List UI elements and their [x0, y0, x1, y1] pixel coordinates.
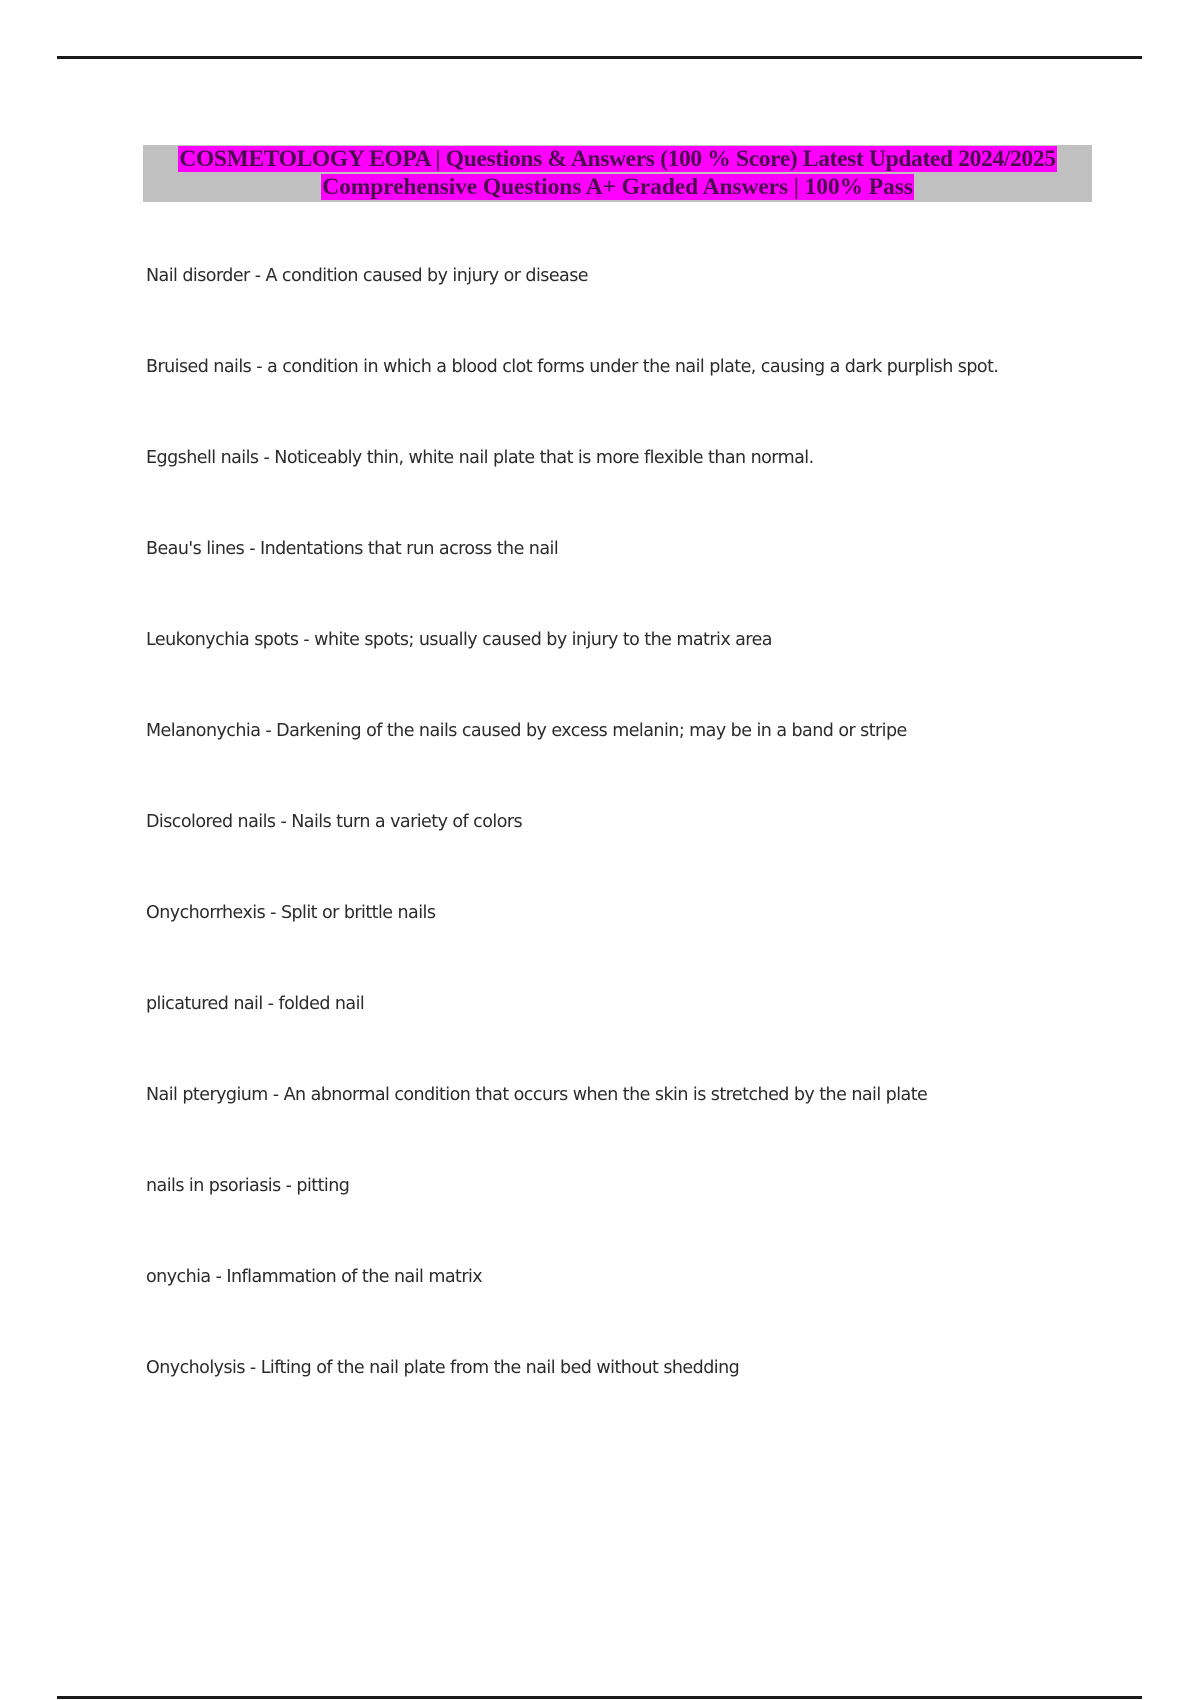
qa-entry: onychia - Inflammation of the nail matrix [146, 1267, 483, 1287]
footer-rule [57, 1696, 1142, 1699]
title-line-2 [143, 173, 1092, 201]
qa-entry: plicatured nail - folded nail [146, 994, 365, 1014]
qa-entry: Nail disorder - A condition caused by injury or disease [146, 266, 589, 286]
qa-entry: Onycholysis - Lifting of the nail plate from the nail bed without shedding [146, 1358, 740, 1378]
qa-entry: Melanonychia - Darkening of the nails caused by excess melanin; may be in a band or stripe [146, 721, 907, 741]
qa-list [146, 262, 998, 1445]
qa-entry: Bruised nails - a condition in which a blood clot forms under the nail plate, causing a dark purplish spot. [146, 357, 999, 377]
qa-entry: Eggshell nails - Noticeably thin, white nail plate that is more flexible than normal. [146, 448, 814, 468]
header-rule [57, 56, 1142, 59]
title-line-1-text: COSMETOLOGY EOPA | Questions & Answers (100 % Score) Latest Updated 2024/2025 [179, 146, 1056, 172]
qa-entry: Beau's lines - Indentations that run across the nail [146, 539, 559, 559]
qa-entry: nails in psoriasis - pitting [146, 1176, 350, 1196]
qa-entry: Leukonychia spots - white spots; usually caused by injury to the matrix area [146, 630, 772, 650]
document-title [143, 145, 1092, 202]
title-line-2-text: Comprehensive Questions A+ Graded Answers | 100% Pass [322, 174, 913, 200]
qa-entry: Discolored nails - Nails turn a variety of colors [146, 812, 523, 832]
qa-entry: Onychorrhexis - Split or brittle nails [146, 903, 436, 923]
qa-entry: Nail pterygium - An abnormal condition that occurs when the skin is stretched by the nail plate [146, 1085, 928, 1105]
title-line-1 [143, 145, 1092, 173]
